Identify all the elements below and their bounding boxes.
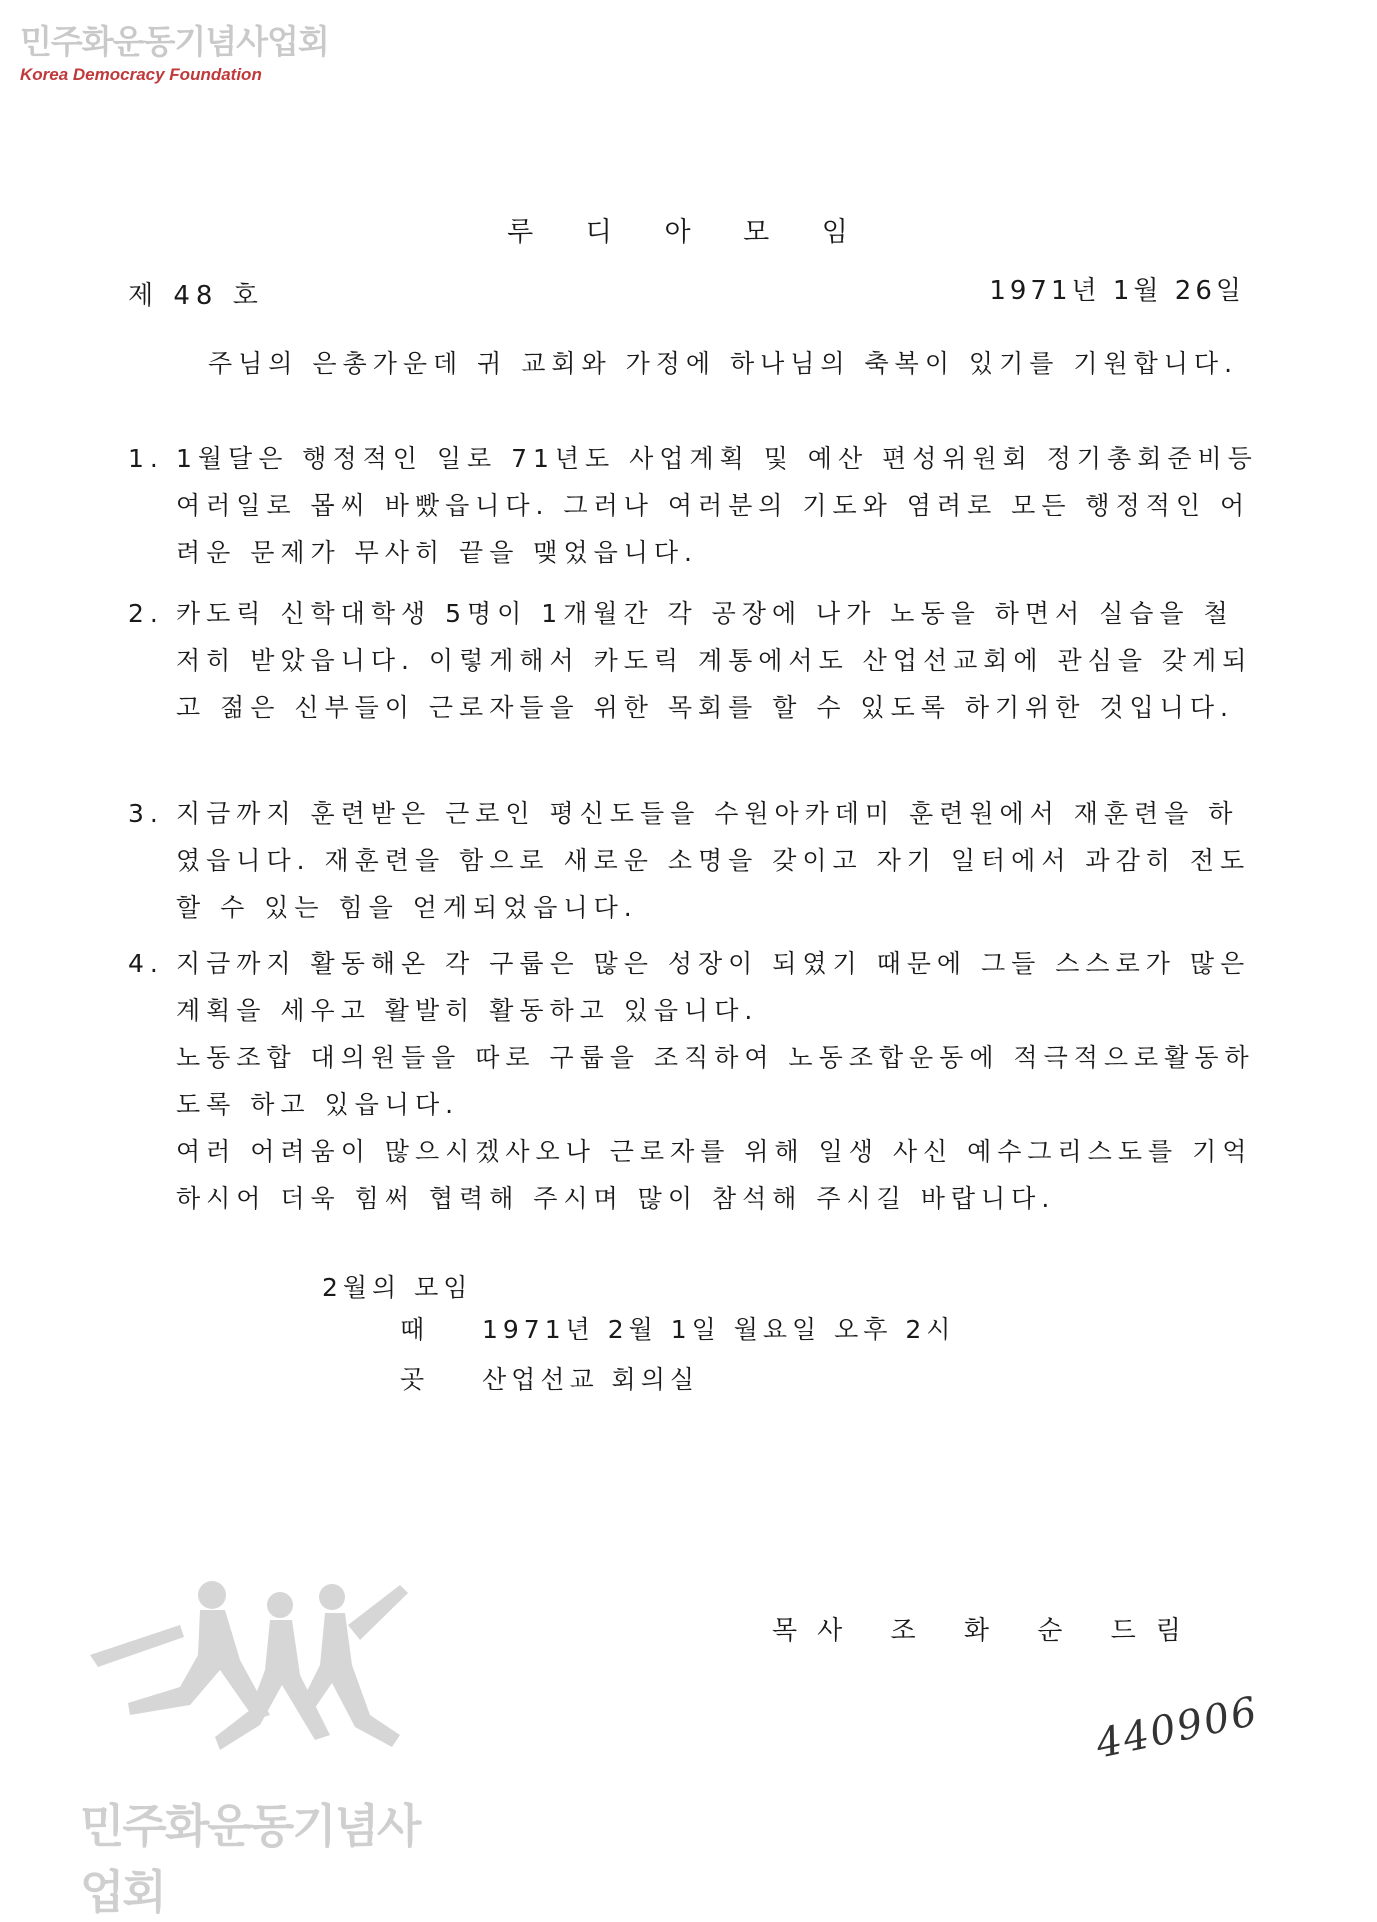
- watermark-korean: 민주화운동기념사업회: [20, 22, 329, 61]
- meeting-when-label: 때: [400, 1315, 430, 1344]
- list-item-2: [128, 590, 1258, 731]
- meeting-where: 산업선교 회의실: [482, 1365, 699, 1394]
- watermark-bottom: [70, 1565, 430, 1919]
- item-paragraph-3: 여러 어려움이 많으시겠사오나 근로자를 위해 일생 사신 예수그리스도를 기억하시어 더욱 힘써 협력해 주시며 많이 참석해 주시길 바랍니다.: [176, 1137, 1253, 1213]
- signature: 목사 조 화 순 드림: [772, 1616, 1201, 1646]
- runners-logo-icon: [70, 1565, 430, 1795]
- meeting-heading: 2월의 모임: [322, 1273, 473, 1302]
- item-paragraph-1: 지금까지 활동해온 각 구룹은 많은 성장이 되였기 때문에 그들 스스로가 많은 계획을 세우고 활발히 활동하고 있읍니다.: [176, 949, 1251, 1025]
- item-text: 카도릭 신학대학생 5명이 1개월간 각 공장에 나가 노동을 하면서 실습을 철저히 받았읍니다. 이렇게해서 카도릭 계통에서도 산업선교회에 관심을 갖게되고 젊은 신부들이 근로자들을 위한 목회를 할 수 있도록 하기위한 것입니다.: [176, 599, 1253, 722]
- issue-number: 제 48 호: [128, 281, 264, 311]
- list-item-1: [128, 435, 1258, 576]
- item-text: 1월달은 행정적인 일로 71년도 사업계획 및 예산 편성위원회 정기총회준비등 여러일로 몹씨 바빴읍니다. 그러나 여러분의 기도와 염려로 모든 행정적인 어려운 문제가 무사히 끝을 맺었읍니다.: [176, 444, 1258, 567]
- item-text: 지금까지 훈련받은 근로인 평신도들을 수원아카데미 훈련원에서 재훈련을 하였읍니다. 재훈련을 함으로 새로운 소명을 갖이고 자기 일터에서 과감히 전도할 수 있는 힘을 얻게되었읍니다.: [176, 799, 1251, 922]
- item-number: 2.: [128, 599, 164, 628]
- item-number: 1.: [128, 444, 164, 473]
- watermark-korean-bottom: 민주화운동기념사업회: [80, 1799, 420, 1919]
- document-title: 루 디 아 모 임: [507, 217, 870, 248]
- item-number: 3.: [128, 799, 164, 828]
- watermark-top: [20, 16, 329, 85]
- intro-paragraph: 주님의 은총가운데 귀 교회와 가정에 하나님의 축복이 있기를 기원합니다.: [208, 349, 1239, 378]
- handwritten-number: 440906: [1092, 1688, 1263, 1768]
- item-paragraph-2: 노동조합 대의원들을 따로 구룹을 조직하여 노동조합운동에 적극적으로활동하도록 하고 있읍니다.: [176, 1043, 1255, 1119]
- meeting-where-label: 곳: [400, 1365, 430, 1394]
- item-number: 4.: [128, 949, 164, 978]
- meeting-when: 1971년 2월 1일 월요일 오후 2시: [482, 1315, 956, 1344]
- watermark-english: Korea Democracy Foundation: [20, 65, 262, 84]
- list-item-4: [128, 940, 1258, 1222]
- document-date: 1971년 1월 26일: [989, 276, 1245, 306]
- list-item-3: [128, 790, 1258, 931]
